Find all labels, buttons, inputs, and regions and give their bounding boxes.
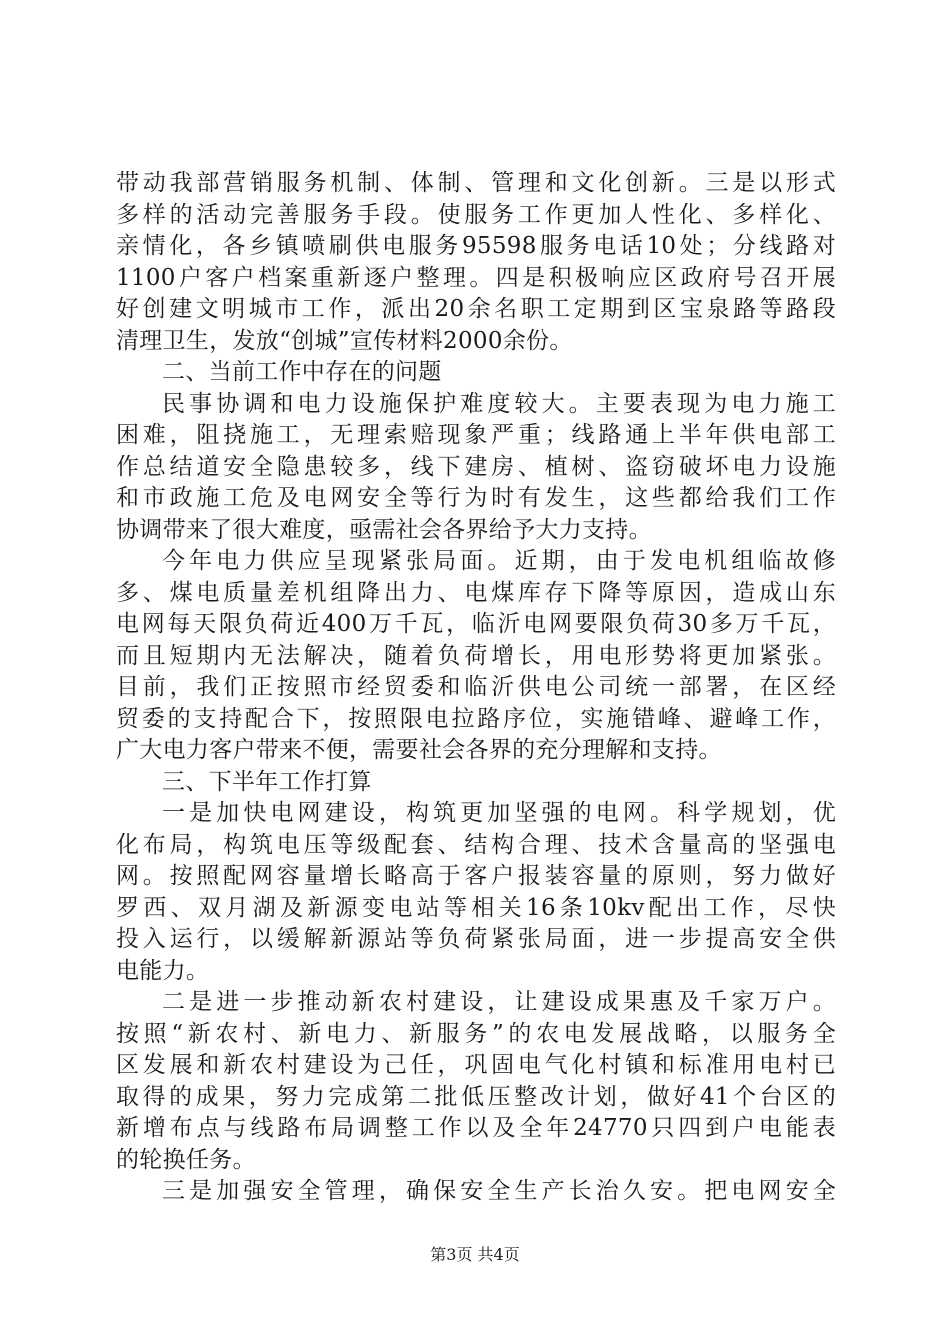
text-line: 和市政施工危及电网安全等行为时有发生，这些都给我们工作 — [116, 485, 836, 511]
text-line: 广大电力客户带来不便，需要社会各界的充分理解和支持。 — [116, 737, 722, 763]
page-number-footer: 第3页 共4页 — [430, 1245, 520, 1264]
text-line: 好创建文明城市工作，派出20余名职工定期到区宝泉路等路段 — [116, 296, 836, 322]
text-line: 作总结道安全隐患较多，线下建房、植树、盗窃破坏电力设施 — [116, 453, 836, 480]
text-line: 多、煤电质量差机组降出力、电煤库存下降等原因，造成山东 — [116, 579, 836, 606]
text-line: 二是进一步推动新农村建设，让建设成果惠及千家万户。 — [162, 989, 836, 1015]
text-line: 化布局，构筑电压等级配套、结构合理、技术含量高的坚强电 — [116, 831, 836, 858]
text-line: 区发展和新农村建设为己任，巩固电气化村镇和标准用电村已 — [116, 1052, 836, 1078]
text-line: 多样的活动完善服务手段。使服务工作更加人性化、多样化、 — [116, 201, 836, 228]
text-line: 而且短期内无法解决，随着负荷增长，用电形势将更加紧张。 — [116, 642, 836, 669]
text-line: 投入运行，以缓解新源站等负荷紧张局面，进一步提高安全供 — [116, 926, 836, 952]
text-line: 民事协调和电力设施保护难度较大。主要表现为电力施工 — [162, 390, 836, 417]
text-line: 一是加快电网建设，构筑更加坚强的电网。科学规划，优 — [162, 800, 836, 826]
text-line: 按照“新农村、新电力、新服务”的农电发展战略，以服务全 — [116, 1020, 836, 1047]
document-body — [116, 168, 836, 1208]
text-line: 目前，我们正按照市经贸委和临沂供电公司统一部署，在区经 — [116, 674, 836, 700]
text-line: 1100户客户档案重新逐户整理。四是积极响应区政府号召开展 — [116, 264, 836, 291]
section-heading: 三、下半年工作打算 — [162, 768, 372, 795]
text-line: 电网每天限负荷近400万千瓦，临沂电网要限负荷30多万千瓦， — [116, 611, 836, 637]
text-line: 协调带来了很大难度，亟需社会各界给予大力支持。 — [116, 516, 652, 543]
text-line: 罗西、双月湖及新源变电站等相关16条10kv配出工作，尽快 — [116, 894, 836, 921]
text-line: 电能力。 — [116, 957, 210, 984]
text-line: 的轮换任务。 — [116, 1146, 256, 1173]
text-line: 贸委的支持配合下，按照限电拉路序位，实施错峰、避峰工作， — [116, 705, 836, 732]
text-line: 新增布点与线路布局调整工作以及全年24770只四到户电能表 — [116, 1115, 836, 1141]
text-line: 亲情化，各乡镇喷刷供电服务95598服务电话10处；分线路对 — [116, 233, 836, 259]
text-line: 清理卫生，发放“创城”宣传材料2000余份。 — [116, 327, 573, 354]
text-line: 三是加强安全管理，确保安全生产长治久安。把电网安全 — [162, 1178, 836, 1204]
section-heading: 二、当前工作中存在的问题 — [162, 359, 442, 385]
text-line: 带动我部营销服务机制、体制、管理和文化创新。三是以形式 — [116, 170, 836, 196]
text-line: 今年电力供应呈现紧张局面。近期，由于发电机组临故修 — [162, 548, 836, 574]
text-line: 取得的成果，努力完成第二批低压整改计划，做好41个台区的 — [116, 1083, 836, 1110]
text-line: 困难，阻挠施工，无理索赔现象严重；线路通上半年供电部工 — [116, 422, 836, 448]
text-line: 网。按照配网容量增长略高于客户报装容量的原则，努力做好 — [116, 863, 836, 889]
